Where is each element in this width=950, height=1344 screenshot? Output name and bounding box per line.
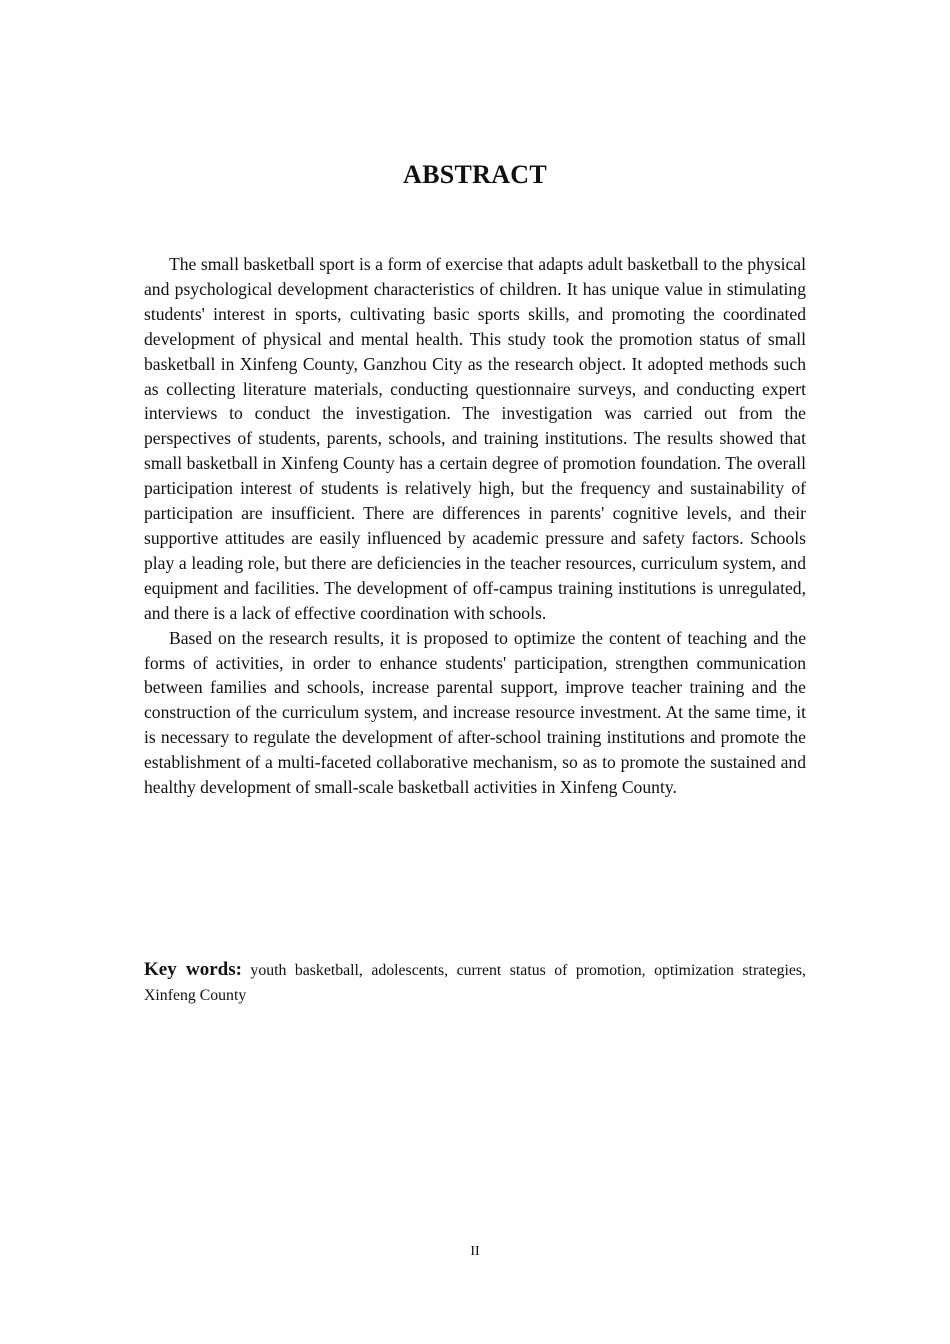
page-number: II: [470, 1244, 480, 1259]
keywords-line: [144, 958, 806, 1008]
abstract-paragraph-2: Based on the research results, it is proposed to optimize the content of teaching and the forms of activities, in order to enhance students' participation, strengthen communication between families and schools, increase parental support, improve teacher training and the construction of the curriculum system, and increase resource investment. At the same time, it is necessary to regulate the development of after-school training institutions and promote the establishment of a multi-faceted collaborative mechanism, so as to promote the sustained and healthy development of small-scale basketball activities in Xinfeng County.: [144, 627, 806, 798]
abstract-title: ABSTRACT: [403, 160, 547, 189]
keywords-label: Key words:: [144, 959, 242, 980]
abstract-body: [144, 252, 806, 800]
abstract-paragraph-1: The small basketball sport is a form of exercise that adapts adult basketball to the physical and psychological development characteristics of children. It has unique value in stimulating students' interest in sports, cultivating basic sports skills, and promoting the coordinated development of physical and mental health. This study took the promotion status of small basketball in Xinfeng County, Ganzhou City as the research object. It adopted methods such as collecting literature materials, conducting questionnaire surveys, and conducting expert interviews to conduct the investigation. The investigation was carried out from the perspectives of students, parents, schools, and training institutions. The results showed that small basketball in Xinfeng County has a certain degree of promotion foundation. The overall participation interest of students is relatively high, but the frequency and sustainability of participation are insufficient. There are differences in parents' cognitive levels, and their supportive attitudes are easily influenced by academic pressure and safety factors. Schools play a leading role, but there are deficiencies in the teacher resources, curriculum system, and equipment and facilities. The development of off-campus training institutions is unregulated, and there is a lack of effective coordination with schools.: [144, 254, 806, 623]
keywords-text: youth basketball, adolescents, current status of promotion, optimization strategies, Xinfeng County: [144, 962, 807, 1004]
